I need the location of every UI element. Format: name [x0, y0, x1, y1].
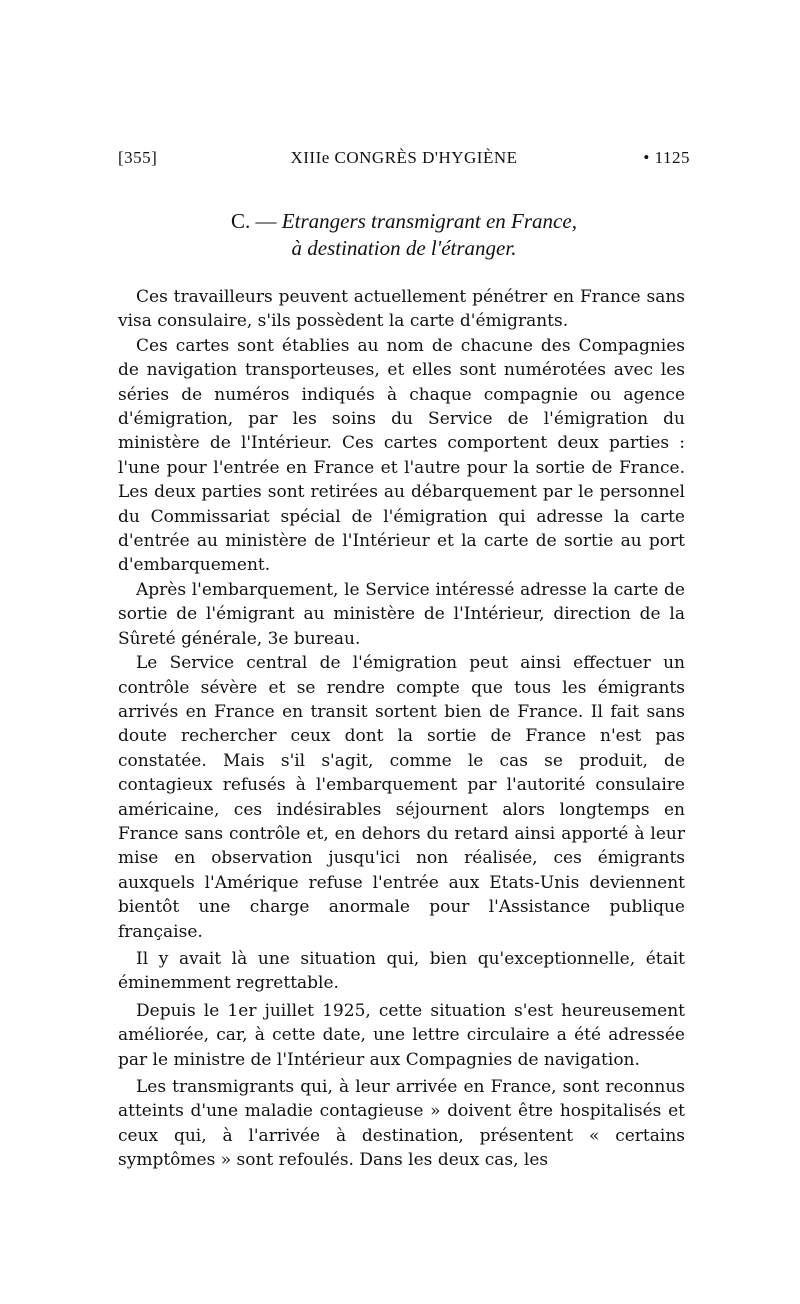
- paragraph: Il y avait là une situation qui, bien qu'exceptionnelle, était éminemment regrettable.: [118, 948, 685, 994]
- section-heading: [118, 208, 690, 262]
- paragraph: Après l'embarquement, le Service intéressé adresse la carte de sortie de l'émigrant au ministère de l'Intérieur, direction de la Sûreté générale, 3e bureau.: [118, 579, 685, 649]
- running-header: [118, 148, 690, 172]
- page-number: • 1125: [643, 148, 690, 167]
- section-heading-line-1: [118, 208, 690, 235]
- section-title-line-2: à destination de l'étranger.: [291, 236, 517, 260]
- paragraph: Les transmigrants qui, à leur arrivée en France, sont reconnus atteints d'une maladie contagieuse » doivent être hospitalisés et ceux qui, à l'arrivée à destination, présentent « certains symptômes » sont refoulés. Dans les deux cas, les: [118, 1077, 685, 1171]
- header-title: XIIIe CONGRÈS D'HYGIÈNE: [290, 148, 518, 167]
- paragraph: Ces cartes sont établies au nom de chacune des Compagnies de navigation transporteuses, et elles sont numérotées avec les séries de numéros indiqués à chaque compagnie ou agence d'émigration, par les soins du Service de l'émigration du ministère de l'Intérieur. Ces cartes comportent deux parties : l'une pour l'entrée en France et l'autre pour la sortie de France. Les deux parties sont retirées au débarquement par le personnel du Commissariat spécial de l'émigration qui adresse la carte d'entrée au ministère de l'Intérieur et la carte de sortie au port d'embarquement.: [118, 335, 685, 576]
- paragraph: Depuis le 1er juillet 1925, cette situation s'est heureusement améliorée, car, à cette date, une lettre circulaire a été adressée par le ministre de l'Intérieur aux Compagnies de navigation.: [118, 1000, 685, 1070]
- paragraph: Le Service central de l'émigration peut ainsi effectuer un contrôle sévère et se rendre compte que tous les émigrants arrivés en France en transit sortent bien de France. Il fait sans doute rechercher ceux dont la sortie de France n'est pas constatée. Mais s'il s'agit, comme le cas se produit, de contagieux refusés à l'embarquement par l'autorité consulaire américaine, ces indésirables séjournent alors longtemps en France sans contrôle et, en dehors du retard ainsi apporté à leur mise en observation jusqu'ici non réalisée, ces émigrants auxquels l'Amérique refuse l'entrée aux Etats-Unis deviennent bientôt une charge anormale pour l'Assistance publique française.: [118, 653, 685, 942]
- body-text: [118, 285, 685, 1173]
- section-title-line-1: Etrangers transmigrant en France,: [281, 209, 577, 233]
- section-letter: C. —: [231, 209, 277, 233]
- paragraph: Ces travailleurs peuvent actuellement pénétrer en France sans visa consulaire, s'ils possèdent la carte d'émigrants.: [118, 287, 685, 332]
- page-reference: [355]: [118, 148, 158, 167]
